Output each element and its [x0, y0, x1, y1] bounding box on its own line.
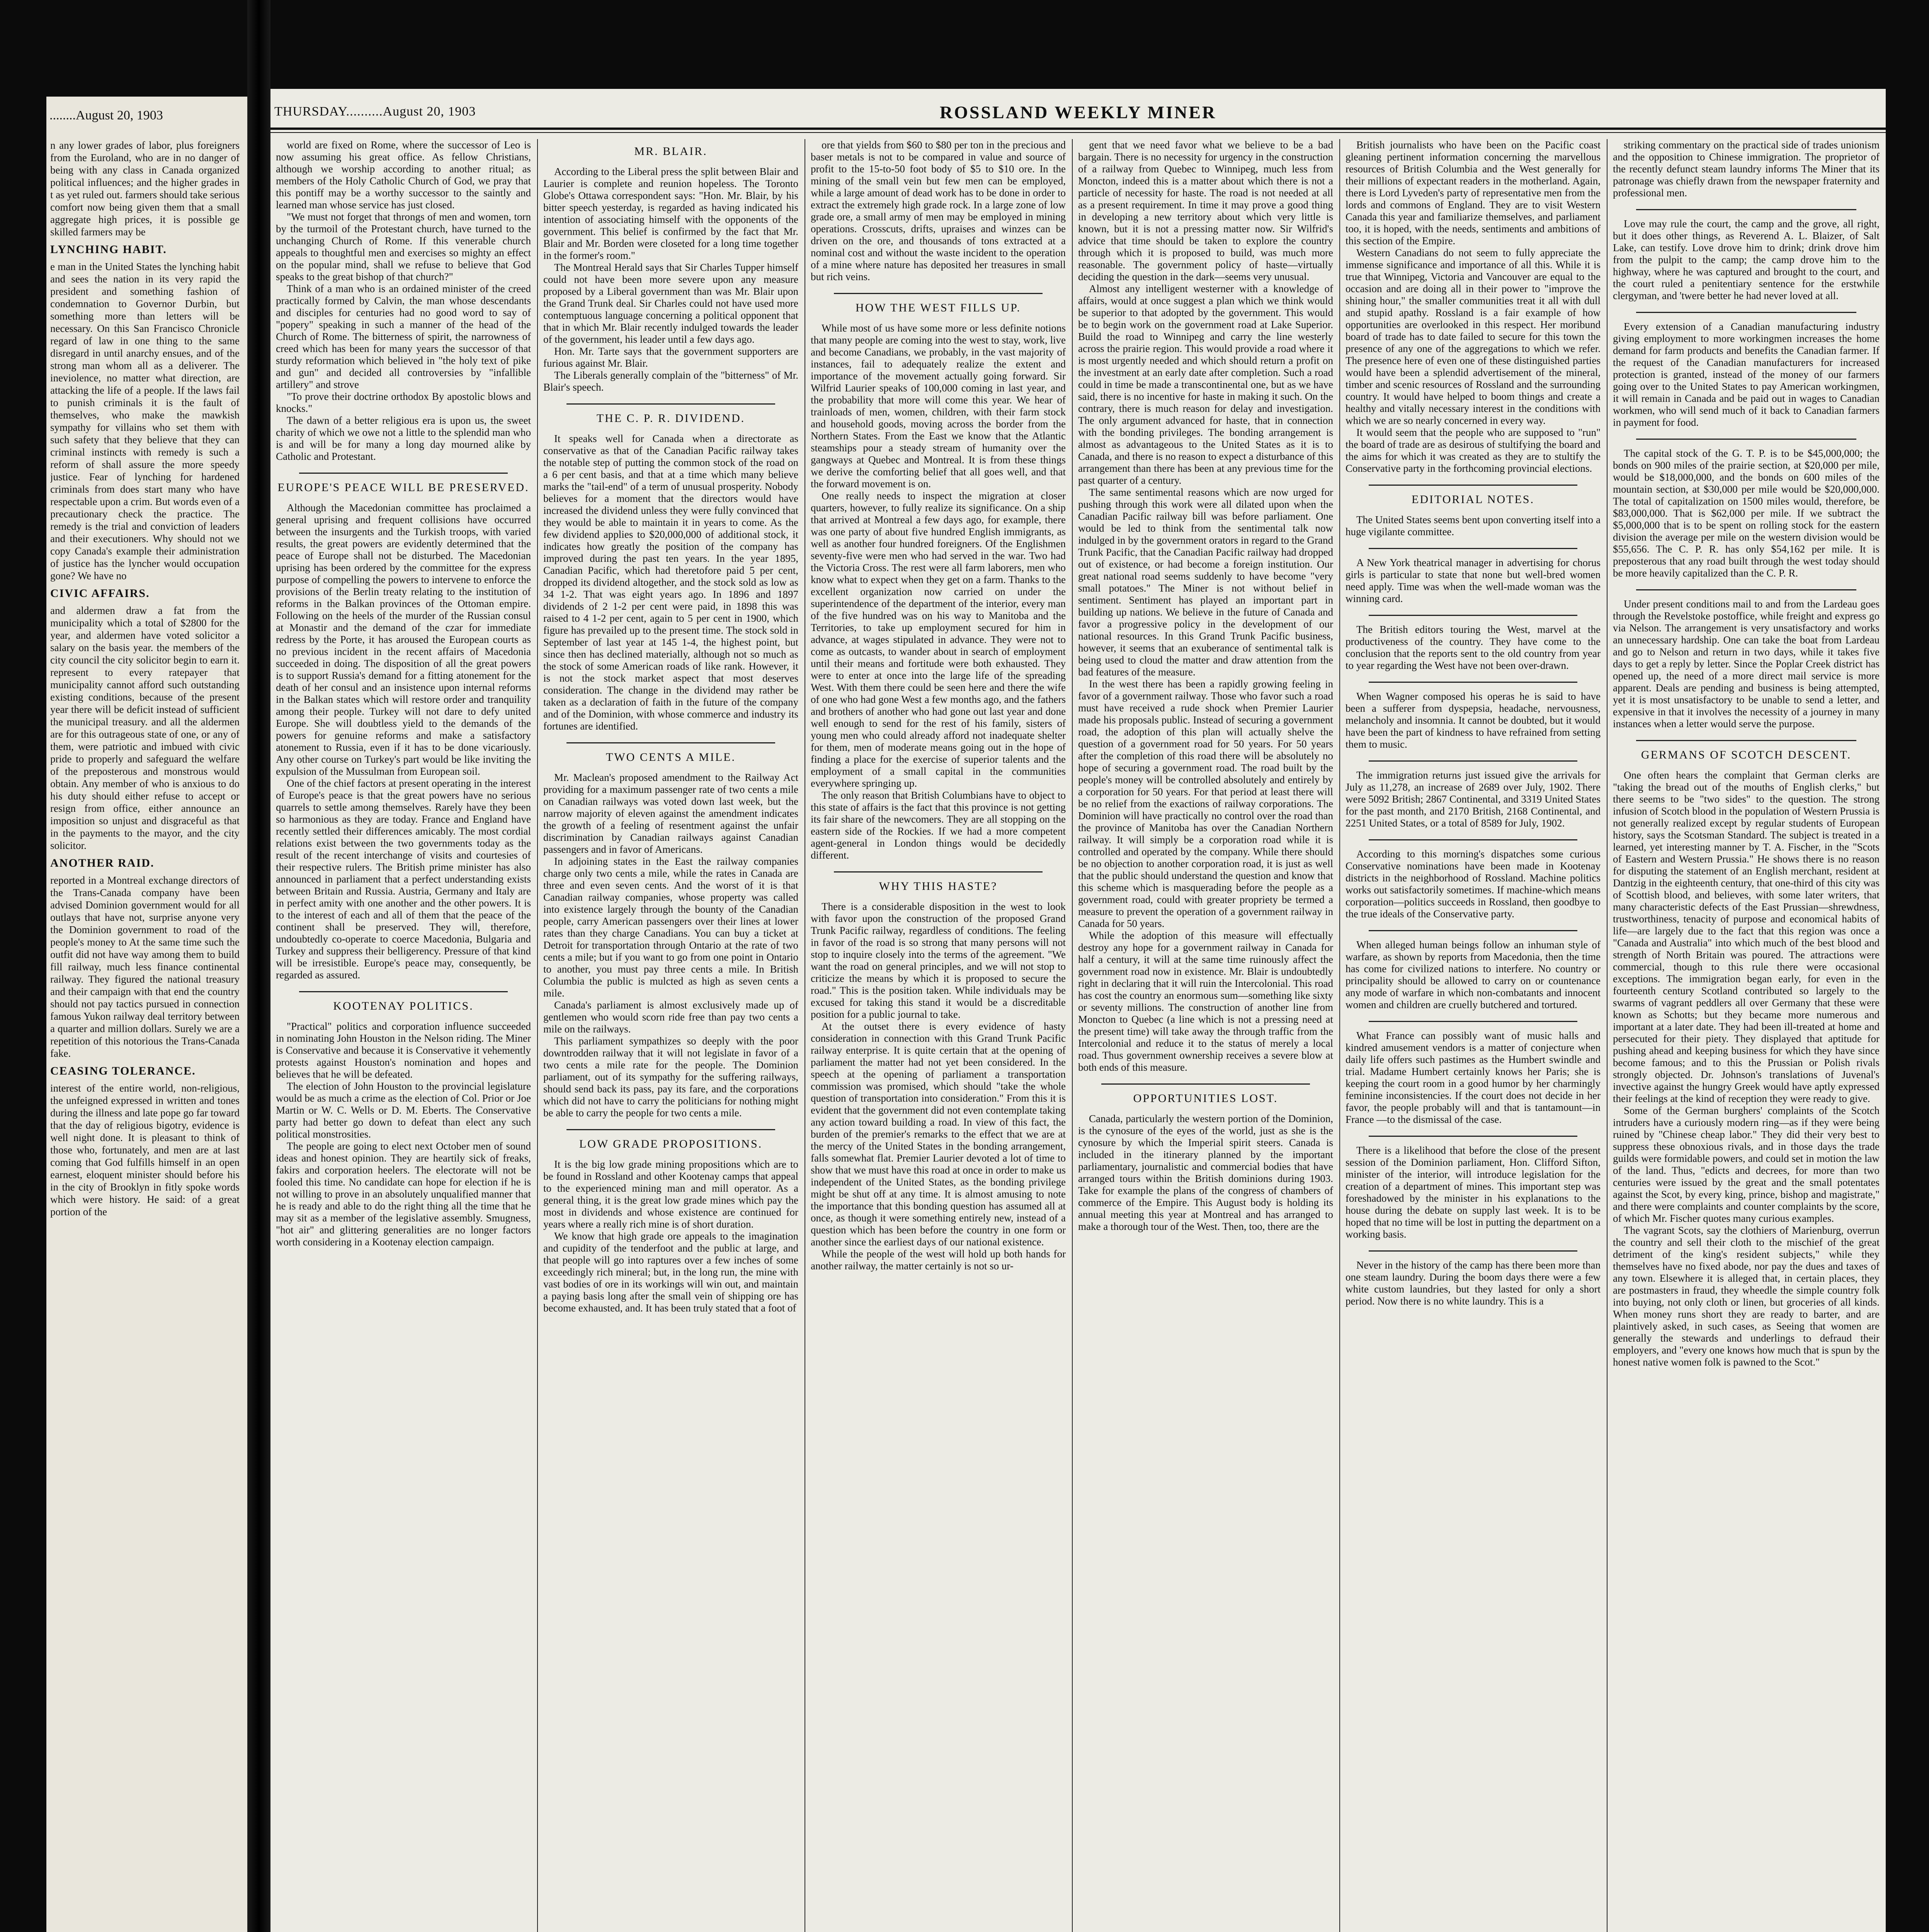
article-paragraph: It would seem that the people who are supposed to "run" the board of trade are as desirous of stultifying the board and the aims for which it was created as they are to stultify the Conservative party in the forthcoming provincial elections. — [1346, 427, 1601, 474]
article-paragraph: ore that yields from $60 to $80 per ton in the precious and baser metals is not to be compared in value and source of profit to the 15-to-50 foot body of $5 to $10 ore. In the mining of the small vein but few men can be employed, while a large amount of dead work has to be done in order to extract the extremely high grade rock. In a large zone of low grade ore, a small army of men may be employed in mining operations. Crosscuts, drifts, upraises and winzes can be driven on the ore, and thousands of tons extracted at a nominal cost and without the waste incident to the operation of a mine where nature has deposited her treasures in small but rich veins. — [811, 139, 1066, 282]
article-paragraph: Hon. Mr. Tarte says that the government supporters are furious against Mr. Blair. — [543, 345, 798, 369]
article-paragraph: Think of a man who is an ordained minister of the creed practically formed by Calvin, the man whose descendants and disciples for centuries had no good word to say of "popery" speaking in such a manner of the head of the Church of Rome. The bitterness of spirit, the narrowness of creed which has been for many years the successor of that sturdy reformation which believed in "the holy text of pike and gun" and decided all controversies by "infallible artillery" and strove — [276, 283, 531, 390]
article-paragraph: The people are going to elect next October men of sound ideas and honest opinion. They are heartily sick of freaks, fakirs and corporation heelers. The electorate will not be fooled this time. No candidate can hope for election if he is not willing to prove in an absolutely unqualified manner that he is ready and able to do the right thing all the time that he may sit as a member of the legislative assembly. Smugness, "hot air" and glittering generalities are no longer factors worth considering in a Kootenay election campaign. — [276, 1140, 531, 1248]
column-1 — [276, 139, 531, 1932]
article-paragraph: This parliament sympathizes so deeply with the poor downtrodden railway that it will not legislate in favor of a two cents a mile rate for the people. The Dominion parliament, out of its sympathy for the suffering railways, should send back its pass, pay its fare, and the corporations which did not have to carry the politicians for nothing might be able to carry the people for two cents a mile. — [543, 1035, 798, 1119]
article-headline: KOOTENAY POLITICS. — [333, 1000, 474, 1012]
column-divider — [1339, 139, 1340, 1932]
article-paragraph: While the people of the west will hold up both hands for another railway, the matter certainly is not so ur- — [811, 1248, 1066, 1272]
article-paragraph: One often hears the complaint that German clerks are "taking the bread out of the mouths of English clerks," but there seems to be "two sides" to the question. The strong infusion of Scotch blood in the population of Western Prussia is not generally realized except by regular students of European history, says the Scotsman Standard. The subject is treated in a learned, yet interesting manner by T. A. Fischer, in the "Scots of Eastern and Western Prussia." He shows there is no reason for disputing the statement of an English merchant, resident at Dantzig in the eighteenth century, that one-third of this city was of Scottish blood, and believes, with some later writers, that many characteristic defects of the East Prussian—shrewdness, trustworthiness, tenacity of purpose and economical habits of life—are largely due to the fact that this region was once a "Canada and Australia" into which much of the best blood and strength of North Britain was poured. The attractions were commercial, though to this rule there were occasional exceptions. The immigration began early, for even in the fourteenth century Scotland contributed so largely to the swarms of vagrant peddlers all over Germany that these were known as Schotts; but they became more numerous and important at a later date. They had been ill-treated at home and persecuted for their piety. They displayed that aptitude for pushing ahead and keeping business for which they have since become famous; and to this the Prussian or Polish rivals strongly objected. Dr. Johnson's translations of Juvenal's invective against the hungry Greek would have aptly expressed their feelings at the kind of reception they were ready to give. — [1613, 769, 1880, 1104]
article-headline: EUROPE'S PEACE WILL BE PRESERVED. — [277, 481, 529, 494]
article-separator — [834, 293, 1043, 294]
article-paragraph: The election of John Houston to the provincial legislature would be as much a crime as the election of Col. Prior or Joe Martin or W. C. Wells or D. M. Eberts. The Conservative party had better go down to defeat than elect any such political monstrosities. — [276, 1080, 531, 1140]
article-paragraph: Every extension of a Canadian manufacturing industry giving employment to more workingmen increases the home demand for farm products and benefits the Canadian farmer. If the request of the Canadian manufacturers for increased protection is granted, instead of the money of our farmers going over to the United States to pay American workingmen, it will remain in Canada and be paid out in wages to Canadian workmen, who will send much of it back to Canadian farmers in payment for food. — [1613, 321, 1880, 428]
article-paragraph: At the outset there is every evidence of hasty consideration in connection with this Grand Trunk Pacific railway enterprise. It is quite certain that at the opening of parliament the matter had not yet been considered. In the speech at the opening of parliament a transportation commission was promised, which should "take the whole question of transportation into consideration." From this it is evident that the government did not even contemplate taking any action toward building a road. In view of this fact, the burden of the premier's remarks to the effect that we are at the mercy of the United States in the bonding arrangement, falls somewhat flat. Premier Laurier devoted a lot of time to show that we must have this road at once in order to make us independent of the United States, as the bonding privilege might be shut off at any time. It is almost amusing to note the importance that this bonding question has assumed all at once, as though it were something entirely new, instead of a question which has been before the country in one form or another since the earliest days of our national existence. — [811, 1020, 1066, 1248]
article-separator — [1101, 1083, 1310, 1085]
left-page-header: ........August 20, 1903 — [49, 108, 163, 122]
article-separator — [1369, 615, 1577, 616]
article-paragraph: Canada, particularly the western portion of the Dominion, is the cynosure of the eyes of the world, just as she is the cynosure by which the Imperial spirit steers. Canada is included in the itinerary planned by the important parliamentary, journalistic and commercial bodies that have arranged tours within the British dominions during 1903. Take for example the plans of the congress of chambers of commerce of the Empire. This August body is holding its annual meeting this year at Montreal and has arranged to make a thorough tour of the West. Then, too, there are the — [1078, 1113, 1333, 1232]
article-separator — [1369, 930, 1577, 931]
article-separator — [299, 991, 508, 992]
article-separator — [1369, 485, 1577, 486]
article-separator — [299, 473, 508, 474]
article-paragraph: When Wagner composed his operas he is said to have been a sufferer from dyspepsia, headache, nervousness, melancholy and insomnia. It cannot be doubted, but it would have been the part of kindness to have refrained from setting them to music. — [1346, 690, 1601, 750]
left-heading-civic: CIVIC AFFAIRS. — [50, 587, 150, 600]
masthead-rule-thin — [270, 132, 1886, 133]
article-paragraph: The immigration returns just issued give the arrivals for July as 11,278, an increase of 2689 over July, 1902. There were 5092 British; 2867 Continental, and 3319 United States for the past month, and 2170 British, 2168 Continental, and 2251 United States, or a total of 8589 for July, 1902. — [1346, 769, 1601, 829]
column-divider — [537, 139, 538, 1932]
article-paragraph: "To prove their doctrine orthodox By apostolic blows and knocks." — [276, 391, 531, 414]
article-paragraph: Under present conditions mail to and from the Lardeau goes through the Revelstoke postoffice, while freight and express go via Nelson. The arrangement is very unsatisfactory and works an unnecessary hardship. One can take the boat from Lardeau and go to Nelson and return in two days, while it takes five days to get a reply by letter. Since the Poplar Creek district has opened up, the need of a more direct mail service is more apparent. Deals are pending and business is being attempted, yet it is most unsatisfactory to be unable to send a letter, and expensive in that it involves the necessity of a journey in many instances when a letter would serve the purpose. — [1613, 598, 1880, 730]
article-paragraph: The only reason that British Columbians have to object to this state of affairs is the fact that this province is not getting its fair share of the newcomers. They are all stopping on the eastern side of the Rockies. If we had a more competent agent-general in London things would be decidedly different. — [811, 789, 1066, 861]
left-text-raid: reported in a Montreal exchange directors of the Trans-Canada company have been advised Dominion government would for all outlays that have not, surprise anyone very the Dominion government to road of the people's money to At the same time such the outfit did not have way among them to build fill railway, much less finance continental railway. They figured the national treasury and their campaign with that end the country should not pay tactics pursued in connection famous Yukon railway deal territory between a quarter and million dollars. Surely we are a repetition of this notorious the Trans-Canada fake. — [50, 874, 240, 1059]
column-divider — [1072, 139, 1073, 1932]
left-heading-lynching: LYNCHING HABIT. — [50, 243, 167, 256]
newspaper-page — [270, 89, 1886, 1932]
article-separator — [566, 1129, 775, 1130]
article-separator — [1636, 589, 1856, 590]
article-separator — [1636, 209, 1856, 210]
article-separator — [1636, 312, 1856, 313]
article-paragraph: There is a considerable disposition in the west to look with favor upon the construction of the proposed Grand Trunk Pacific railway, regardless of conditions. The feeling in favor of the road is so strong that many persons will not stop to inquire closely into the terms of the agreement. "We want the road on general principles, and we will not stop to criticize the means by which it is proposed to secure the road." This is the position taken. While individuals may be excused for taking this stand it would be a discreditable position for a public journal to take. — [811, 901, 1066, 1020]
newspaper-title: ROSSLAND WEEKLY MINER — [939, 102, 1217, 122]
article-separator — [1369, 682, 1577, 683]
article-paragraph: According to this morning's dispatches some curious Conservative nominations have been made in Kootenay districts in the neighborhood of Rossland. Machine politics works out satisfactorily sometimes. If machine-which means corporation—politics succeeds in Rossland, then goodbye to the true ideals of the Conservative party. — [1346, 848, 1601, 920]
article-paragraph: One of the chief factors at present operating in the interest of Europe's peace is that the great powers have no serious quarrels to settle among themselves. Rarely have they been so harmonious as they are today. France and England have recently settled their differences amicably. The most cordial relations exist between the two governments today as the result of the recent interchange of visits and courtesies of their respective rulers. The British prime minister has also announced in parliament that a perfect understanding exists between Britain and Russia. Austria, Germany and Italy are in perfect amity with one another and the other powers. It is to the interest of each and all of them that the peace of the continent shall be preserved. They will, therefore, undoubtedly co-operate to coerce Macedonia, Bulgaria and Turkey and suppress their belligerency. Pressure of that kind will be irresistible. Europe's peace may, consequently, be regarded as assured. — [276, 777, 531, 981]
column-3 — [811, 139, 1066, 1932]
article-headline: TWO CENTS A MILE. — [606, 751, 736, 764]
column-divider — [1607, 139, 1608, 1932]
article-headline: GERMANS OF SCOTCH DESCENT. — [1641, 748, 1852, 761]
article-paragraph: The Montreal Herald says that Sir Charles Tupper himself could not have been more severe upon any measure proposed by a Liberal government than was Mr. Blair upon the Grand Trunk deal. Sir Charles could not have used more contemptuous language concerning a political opponent that that in which Mr. Blair recently indulged towards the leader of the government, his leader until a few days ago. — [543, 262, 798, 345]
article-paragraph: The United States seems bent upon converting itself into a huge vigilante committee. — [1346, 514, 1601, 537]
article-separator — [566, 742, 775, 743]
article-paragraph: While the adoption of this measure will effectually destroy any hope for a government railway in Canada for half a century, it will at the same time ruinously affect the government road now in existence. Mr. Blair is undoubtedly right in declaring that it will ruin the Intercolonial. This road has cost the country an enormous sum—something like sixty or seventy millions. The construction of another line from Moncton to Quebec (a line which is not a pressing need at the present time) will take away the through traffic from the Intercolonial and reduce it to the status of merely a local road. Thus government ownership receives a severe blow at both ends of this measure. — [1078, 930, 1333, 1073]
article-paragraph: Canada's parliament is almost exclusively made up of gentlemen who would scorn ride free than pay two cents a mile on the railways. — [543, 999, 798, 1035]
left-page-fragment — [46, 97, 247, 1932]
article-paragraph: Never in the history of the camp has there been more than one steam laundry. During the boom days there were a few white custom laundries, but they lasted for only a short period. Now there is no white laundry. This is a — [1346, 1259, 1601, 1307]
article-paragraph: According to the Liberal press the split between Blair and Laurier is complete and reunion hopeless. The Toronto Globe's Ottawa correspondent says: "Hon. Mr. Blair, by his bitter speech yesterday, is regarded as having indicated his intention of associating himself with the opponents of the government. This belief is confirmed by the fact that Mr. Blair and Mr. Borden were closeted for a long time together in the former's room." — [543, 166, 798, 261]
article-paragraph: Some of the German burghers' complaints of the Scotch intruders have a curiously modern ring—as if they were being ruined by "Chinese cheap labor." They did their very best to suppress these obnoxious rivals, and in those days the trade guilds were formidable powers, and could set in motion the law of the land. Thus, "edicts and decrees, for more than two centuries were issued by the great and the small potentates against the Scot, by every king, prince, bishop and magistrate," and there were complaints and counter complaints by the score, of which Mr. Fischer quotes many curious examples. — [1613, 1105, 1880, 1224]
article-paragraph: Mr. Maclean's proposed amendment to the Railway Act providing for a maximum passenger rate of two cents a mile on Canadian railways was voted down last week, but the narrow majority of eleven against the amendment indicates the growth of a feeling of resentment against the unfair discrimination by Canadian railways against Canadian passengers and in favor of Americans. — [543, 772, 798, 855]
article-paragraph: striking commentary on the practical side of trades unionism and the opposition to Chinese immigration. The proprietor of the recently defunct steam laundry informs The Miner that its patronage was chiefly drawn from the newspaper fraternity and professional men. — [1613, 139, 1880, 199]
article-headline: OPPORTUNITIES LOST. — [1133, 1092, 1278, 1105]
article-paragraph: The British editors touring the West, marvel at the productiveness of the country. They have come to the conclusion that the reports sent to the old country from year to year regarding the West have not been over-drawn. — [1346, 624, 1601, 671]
article-paragraph: world are fixed on Rome, where the successor of Leo is now assuming his great office. As fellow Christians, although we worship according to another ritual; as members of the Holy Catholic Church of God, we pray that this pontiff may be a worthy successor to the saintly and learned man whose service has just closed. — [276, 139, 531, 211]
column-5 — [1346, 139, 1601, 1932]
article-paragraph: What France can possibly want of music halls and kindred amusement vendors is a matter of conjecture when daily life offers such pastimes as the Humbert swindle and trial. Madame Humbert certainly knows her Paris; she is keeping the court room in a good humor by her charmingly feminine inconsistencies. If the court does not decide in her favor, the people probably will and that is tantamount—in France —to the dismissal of the case. — [1346, 1030, 1601, 1125]
article-headline: HOW THE WEST FILLS UP. — [856, 301, 1021, 314]
article-paragraph: gent that we need favor what we believe to be a bad bargain. There is no necessity for urgency in the construction of a railway from Quebec to Winnipeg, much less from Moncton, indeed this is a matter about which there is not a particle of necessity for haste. The road is not needed at all as a present requirement. In time it may prove a good thing in developing a new territory about which very little is known, but it is not a pressing matter now. Sir Wilfrid's advice that time should be taken to explore the country through which it is proposed to build, was much more reasonable. The government policy of haste—virtually deciding the question in the dark—seems very unusual. — [1078, 139, 1333, 282]
left-page-text — [50, 139, 240, 1932]
masthead-rule — [270, 128, 1886, 130]
article-paragraph: British journalists who have been on the Pacific coast gleaning pertinent information concerning the marvellous resources of British Columbia and the West generally for their millions of expectant readers in the motherland. Again, there is Lord Lyveden's party of representative men from the lords and commons of England. They are to visit Western Canada this year and familiarize themselves, and parliament too, it is hoped, with the needs, sentiments and ambitions of this section of the Empire. — [1346, 139, 1601, 247]
article-paragraph: When alleged human beings follow an inhuman style of warfare, as shown by reports from Macedonia, then the time has come for civilized nations to interfere. No country or principality should be allowed to carry on or countenance any mode of warfare in which non-combatants and innocent women and children are cruelly butchered and tortured. — [1346, 939, 1601, 1010]
article-separator — [1369, 760, 1577, 762]
article-paragraph: The same sentimental reasons which are now urged for pushing through this work were all dilated upon when the Canadian Pacific railway bill was before parliament. One would be led to think from the sentimental talk now indulged in by the government orators in regard to the Grand Trunk Pacific, that the Canadian Pacific railway had dropped out of existence, or had become a foreign institution. Our great national road seems suddenly to have become "very small potatoes." The Miner is not without belief in sentiment. Sentiment has played an important part in building up nations. We believe in the future of Canada and favor a progressive policy in the development of our national resources. In this Grand Trunk Pacific business, however, it seems that an exuberance of sentimental talk is being used to cloud the matter and draw attention from the bad features of the measure. — [1078, 486, 1333, 678]
left-text-tolerance: interest of the entire world, non-religious, the unfeigned expressed in written and tones during the illness and late pope go far toward that the day of religious bigotry, evidence is well night done. It is pleasant to think of those who, fortunately, and men are at last coming that God fulfills himself in an open earnest, eloquent minister should before his in the city of Brooklyn in fitly spoke words which were history. He said: of a great portion of the — [50, 1082, 240, 1218]
article-paragraph: The Liberals generally complain of the "bitterness" of Mr. Blair's speech. — [543, 369, 798, 393]
column-6 — [1613, 139, 1880, 1932]
article-paragraph: There is a likelihood that before the close of the present session of the Dominion parliament, Hon. Clifford Sifton, minister of the interior, will introduce legislation for the creation of a department of mines. This important step was foreshadowed by the minister in his explanations to the house during the debate on supply last week. It is to be hoped that no time will be lost in putting the department on a working basis. — [1346, 1145, 1601, 1240]
article-headline: EDITORIAL NOTES. — [1412, 493, 1534, 506]
column-2 — [543, 139, 798, 1932]
article-separator — [566, 403, 775, 405]
article-paragraph: "Practical" politics and corporation influence succeeded in nominating John Houston in the Nelson riding. The Miner is Conservative and because it is Conservative it vehemently protests against Houston's nomination and hopes and believes that he will be defeated. — [276, 1020, 531, 1080]
article-headline: LOW GRADE PROPOSITIONS. — [579, 1138, 763, 1150]
article-paragraph: Although the Macedonian committee has proclaimed a general uprising and frequent collisions have occurred between the insurgents and the Turkish troops, with varied results, the great powers are evidently determined that the peace of Europe shall not be disturbed. The Macedonian uprising has been ordered by the committee for the express purpose of compelling the powers to intervene to enforce the provisions of the Berlin treaty relating to the institution of reforms in the Balkan provinces of the Ottoman empire. Following on the heels of the murder of the Russian consul at Monastir and the demand of the czar for immediate redress by the Porte, it has aroused the European courts as no previous incident in the recent affairs of Macedonia succeeded in doing. The disposition of all the great powers is to support Russia's demand for a fitting atonement for the death of her consul and an insistence upon internal reforms in the Balkan states which will restore order and tranquility among their people. Turkey will not dare to defy united Europe. She will doubtless yield to the demands of the powers for genuine reforms and make a satisfactory atonement to Russia, even if it has to be done vicariously. Any other course on Turkey's part would be like inviting the expulsion of the Mussulman from European soil. — [276, 502, 531, 777]
article-paragraph: The capital stock of the G. T. P. is to be $45,000,000; the bonds on 900 miles of the prairie section, at $20,000 per mile, would be $18,000,000, and the bonds on 600 miles of the mountain section, at $30,000 per mile would be $20,000,000. The total of capitalization on 1500 miles would, therefore, be $83,000,000. That is $62,000 per mile. If we subtract the $5,000,000 that is to be spent on rolling stock for the eastern division the average per mile on the western division would be $55,656. The C. P. R. has only $54,162 per mile. It is preposterous that any road built through the west today should be more heavily capitalized than the C. P. R. — [1613, 447, 1880, 579]
article-paragraph: In the west there has been a rapidly growing feeling in favor of a government railway. Those who favor such a road must have received a rude shock when Premier Laurier made his proposals public. Instead of securing a government road, the adoption of this plan will actually shelve the question of a government road for 50 years. For 50 years after the completion of this road there will be absolutely no hope of securing a government road. The road built by the people's money will be controlled absolutely and entirely by a corporation for 50 years. For that period at least there will be no relief from the exactions of railway corporations. The Dominion will have practically no control over the road than the province of Manitoba has over the Canadian Northern railway. It will simply be a corporation road while it is controlled and operated by the company. While there should be no objection to another corporation road, it is just as well that the public should understand the question and know that this scheme which is masquerading before the people as a government road, could with greater propriety be termed a measure to prevent the operation of a government railway in Canada for 50 years. — [1078, 678, 1333, 929]
article-separator — [1636, 439, 1856, 440]
left-heading-tolerance: CEASING TOLERANCE. — [50, 1065, 196, 1077]
date-line: THURSDAY..........August 20, 1903 — [274, 104, 476, 119]
article-paragraph: The dawn of a better religious era is upon us, the sweet charity of which we owe not a little to the splendid man who is and will be for many a long day mourned alike by Catholic and Protestant. — [276, 415, 531, 462]
left-heading-raid: ANOTHER RAID. — [50, 857, 155, 869]
article-paragraph: Love may rule the court, the camp and the grove, all right, but it does other things, as Reverend A. L. Blaizer, of Salt Lake, can testify. Love drove him to drink; drink drove him from the pulpit to the camp; the camp drove him to the highway, where he was captured and brought to the court, and the court ruled a penitentiary sentence for the erstwhile clergyman, and 'twere better he had never loved at all. — [1613, 218, 1880, 301]
article-paragraph: While most of us have some more or less definite notions that many people are coming into the west to stay, work, live and become Canadians, we probably, in the vast majority of instances, fail to adequately realize the extent and importance of the movement actually going forward. Sir Wilfrid Laurier speaks of 100,000 coming in last year, and the probability that more will come this year. We hear of trainloads of men, women, children, with their farm stock and household goods, moving across the border from the Northern States. From the East we know that the Atlantic steamships pour a steady stream of humanity over the gangways at Quebec and Montreal. It is from these things we derive the comforting belief that all goes well, and that the forward movement is on. — [811, 322, 1066, 490]
article-paragraph: One really needs to inspect the migration at closer quarters, however, to fully realize its significance. On a ship that arrived at Montreal a few days ago, for example, there was one party of about five hundred English immigrants, as well as another four hundred foreigners. Of the Englishmen seventy-five were men who had served in the war. Two had the Victoria Cross. The rest were all farm laborers, men who know what to expect when they get on a farm. Thanks to the excellent organization now carried on under the superintendence of the department of the interior, every man of the five hundred was on his way to Manitoba and the Territories, to take up employment secured for him in advance, at wages stipulated in advance. They were not to come as outcasts, to wander about in search of employment until their means and fortitude were both exhausted. They were to enter at once into the large life of the spreading West. With them there could be seen here and there the wife of one who had gone West a few months ago, and the fathers and brothers of another who had gone out last year and done well enough to send for the rest of his family, sisters of young men who could already afford not inadequate shelter for them, men of moderate means going out in the hope of finding a place for the exercise of superior talents and the employment of a small capital in the communities everywhere springing up. — [811, 490, 1066, 789]
article-separator — [1369, 1136, 1577, 1137]
article-paragraph: Western Canadians do not seem to fully appreciate the immense significance and importance of all this. While it is true that Winnipeg, Victoria and Vancouver are equal to the occasion and are doing all in their power to "improve the shining hour," the smaller communities treat it all with dull and stupid apathy. Rossland is a fair example of how opportunities are overlooked in this respect. Her moribund board of trade has to date failed to secure for this town the presence of any one of the aggregations to which we refer. The presence here of even one of these distinguished parties would have been a splendid advertisement of the mineral, timber and scenic resources of Rossland and the surrounding country. It would have helped to boom things and create a healthy and vitally necessary interest in the conditions with which we are so nearly concerned in every way. — [1346, 247, 1601, 426]
left-page-intro: n any lower grades of labor, plus foreigners from the Euroland, who are in no danger of being with any class in Canada organized political influences; and the higher grades in t as yet ruled out. farmers should take serious comfort now being given them that a small aggregate high prices, it is possible ge skilled farmers may be — [50, 139, 240, 238]
article-paragraph: "We must not forget that throngs of men and women, torn by the turmoil of the Protestant church, have turned to the unchanging Church of Rome. If this venerable church appeals to thoughtful men and exercises so mighty an effect on the popular mind, shall we refuse to believe that God speaks to the great bishop of that church?" — [276, 211, 531, 282]
article-separator — [1369, 548, 1577, 549]
article-separator — [1369, 1021, 1577, 1022]
left-text-civic: and aldermen draw a fat from the municipality which a total of $2800 for the year, and aldermen have voted solicitor a salary on the basis year. the members of the city council the city solicitor begin to earn it. represent to every ratepayer that municipality cannot afford such outstanding existing conditions, because of the present year there will be deficit instead of sufficient the municipal treasury. and all the aldermen are for this outrageous state of one, or any of them, were patriotic and imbued with civic pride to properly and safeguard the welfare of the preposterous and monstrous would obtain. Any member of who is anxious to do his duty should either refuse to accept or resign from office, either announce an imposition so unjust and disgraceful as that in the payments to the mayor, and the city solicitor. — [50, 605, 240, 851]
article-headline: THE C. P. R. DIVIDEND. — [596, 412, 745, 425]
article-paragraph: It is the big low grade mining propositions which are to be found in Rossland and other Kootenay camps that appeal to the experienced mining man and mill operator. As a general thing, it is the great low grade mines which pay the most in dividends and whose existence are continued for years where a really rich mine is of short duration. — [543, 1158, 798, 1230]
article-separator — [1369, 839, 1577, 840]
column-4 — [1078, 139, 1333, 1932]
article-paragraph: Almost any intelligent westerner with a knowledge of affairs, would at once suggest a plan which we think would be superior to that adopted by the government. This would be to begin work on the government road at Lake Superior. Build the road to Winnipeg and carry the line westerly across the prairie region. This would provide a road where it is most urgently needed and which should return a profit on the investment at an early date after completion. Such a road could in time be made a transcontinental one, but as we have said, there is no incentive for haste in making it such. On the contrary, there is much reason for delay and investigation. The only argument advanced for haste, that in connection with the bonding privileges. The bonding arrangement is almost as advantageous to the United States as it is to Canada, and there is no reason to expect a disturbance of this arrangement than there has been at any previous time for the past quarter of a century. — [1078, 283, 1333, 486]
article-paragraph: The vagrant Scots, say the clothiers of Marienburg, overrun the country and sell their cloth to the mischief of the great detriment of the king's resident subjects," while they themselves have no fixed abode, nor pay the dues and taxes of any town. Elsewhere it is alleged that, in certain places, they are postmasters in fraud, they wheedle the simple country folk into buying, not only cloth or linen, but groceries of all kinds. When money runs short they are ready to barter, and are plaintively asked, in such cases, as Seeing that women are generally the stewards and underlings to defraud their employers, and "every one knows how much that is spun by the honest native women folk is pawned to the Scot." — [1613, 1225, 1880, 1368]
article-headline: MR. BLAIR. — [634, 145, 708, 158]
left-text-lynching: e man in the United States the lynching habit and sees the nation in its very rapid the president and something fashion of condemnation to Governor Durbin, but something more than letters will be necessary. On this San Francisco Chronicle regard of law in one thing to the same disregard in until anarchy ensues, and of the strong man whom all as a deliverer. The ineviolence, no matter what direction, are attacking the life of a people. If the laws fail to punish criminals it is the fault of themselves, who make the mawkish sympathy for villains who set them with such safety that they believe that they can criminal instincts with remedy is such a reform of shall assure the more speedy justice. Fear of lynching for hardened criminals from does start many who have respectable upon a crim. But words even of a precautionary check the practice. The remedy is the trial and conviction of leaders and their executioners. Why should not we copy Canada's example their administration of justice has the lyncher would occupation gone? We have no — [50, 261, 240, 582]
article-separator — [834, 871, 1043, 872]
article-headline: WHY THIS HASTE? — [879, 880, 998, 893]
article-paragraph: In adjoining states in the East the railway companies charge only two cents a mile, while the rates in Canada are three and even seven cents. And the worst of it is that Canadian railway companies, whose property was called into existence largely through the bounty of the Canadian people, carry American passengers over their lines at lower rates than they charge Canadians. You can buy a ticket at Detroit for transportation through Ontario at the rate of two cents a mile; but if you want to go from one point in Ontario to another, you must pay three cents a mile. In British Columbia the public is mulcted as high as seven cents a mile. — [543, 855, 798, 999]
article-paragraph: We know that high grade ore appeals to the imagination and cupidity of the tenderfoot and the public at large, and that people will go into raptures over a few inches of some exceedingly rich mineral; but, in the long run, the mine with vast bodies of ore in its workings will win out, and maintain a paying basis long after the small vein of shipping ore has become exhausted, and. It has been truly stated that a foot of — [543, 1230, 798, 1314]
article-separator — [1369, 1250, 1577, 1252]
masthead — [270, 104, 1886, 128]
article-paragraph: A New York theatrical manager in advertising for chorus girls is particular to state that none but well-bred women need apply. Time was when the well-made woman was the winning card. — [1346, 557, 1601, 604]
page-gutter — [247, 0, 270, 1932]
article-separator — [1636, 740, 1856, 741]
article-paragraph: It speaks well for Canada when a directorate as conservative as that of the Canadian Pacific railway takes the notable step of putting the common stock of the road on a 6 per cent basis, and that at a time which many believe marks the "tail-end" of a term of unusual prosperity. Nobody believes for a moment that the directors would have increased the dividend unless they were fully convinced that they would be able to maintain it in years to come. As the few dividend applies to $20,000,000 of additional stock, it indicates how greatly the position of the company has improved during the past ten years. In the year 1895, Canadian Pacific, which had theretofore paid 5 per cent, dropped its dividend altogether, and the stock sold as low as 34 1-2. That was eight years ago. In 1896 and 1897 dividends of 2 1-2 per cent were paid, in 1898 this was raised to 4 1-2 per cent, again to 5 per cent in 1900, which figure has prevailed up to the present time. The stock sold in September of last year at 145 1-4, the highest point, but since then has declined materially, although not so much as the stock of some American roads of like rank. However, it is not the stock market aspect that most deserves consideration. The change in the dividend may rather be taken as a declaration of faith in the future of the company and of the Dominion, with whose commerce and industry its fortunes are identified. — [543, 433, 798, 732]
